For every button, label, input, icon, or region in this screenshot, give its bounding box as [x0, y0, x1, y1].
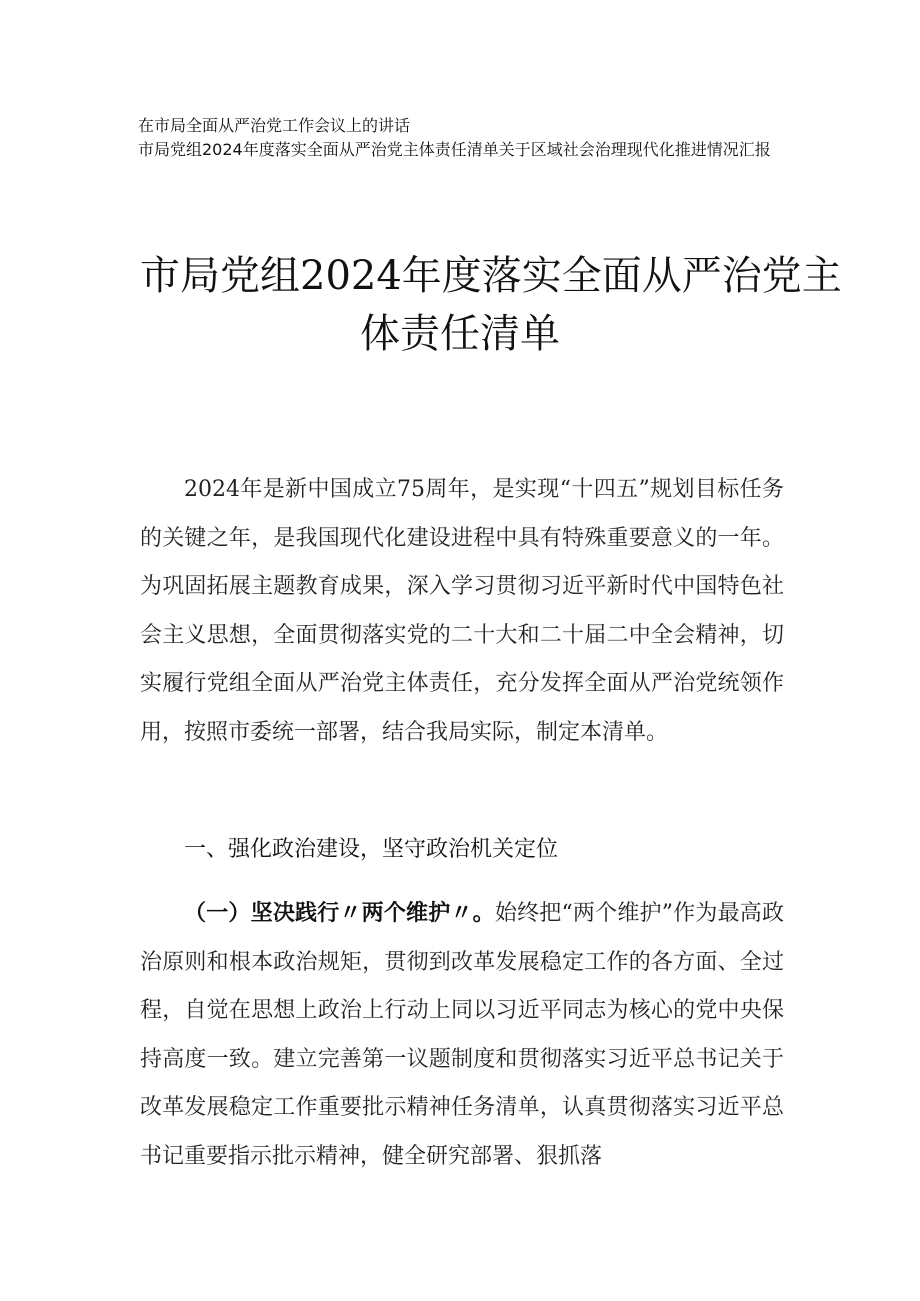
- item-text: 始终把“两个维护”作为最高政治原则和根本政治规矩，贯彻到改革发展稳定工作的各方面、全过程，自觉在思想上政治上行动上同以习近平同志为核心的党中央保持高度一致。建立完善第一议题制度和贯彻落实习近平总书记关于改革发展稳定工作重要批示精神任务清单，认真贯彻落实习近平总书记重要指示批示精神，健全研究部署、狠抓落: [140, 901, 784, 1169]
- section-heading: 一、强化政治建设，坚守政治机关定位: [184, 837, 559, 862]
- related-links: [138, 114, 798, 162]
- document-title-line1: 市局党组2024年度落实全面从严治党主: [140, 253, 842, 299]
- document-title-line2: 体责任清单: [360, 311, 560, 357]
- intro-paragraph: 2024年是新中国成立75周年，是实现“十四五”规划目标任务的关键之年，是我国现代化建设进程中具有特殊重要意义的一年。为巩固拓展主题教育成果，深入学习贯彻习近平新时代中国特色社会主义思想，全面贯彻落实党的二十大和二十届二中全会精神，切实履行党组全面从严治党主体责任，充分发挥全面从严治党统领作用，按照市委统一部署，结合我局实际，制定本清单。: [140, 477, 784, 745]
- item-lead: （一）坚决践行〃两个维护〃。: [184, 901, 495, 926]
- section-item-paragraph: [140, 890, 784, 1181]
- document-title: [140, 247, 842, 363]
- related-link-report[interactable]: 市局党组2024年度落实全面从严治党主体责任清单关于区域社会治理现代化推进情况汇报: [138, 140, 771, 159]
- related-link-speech[interactable]: 在市局全面从严治党工作会议上的讲话: [138, 116, 411, 135]
